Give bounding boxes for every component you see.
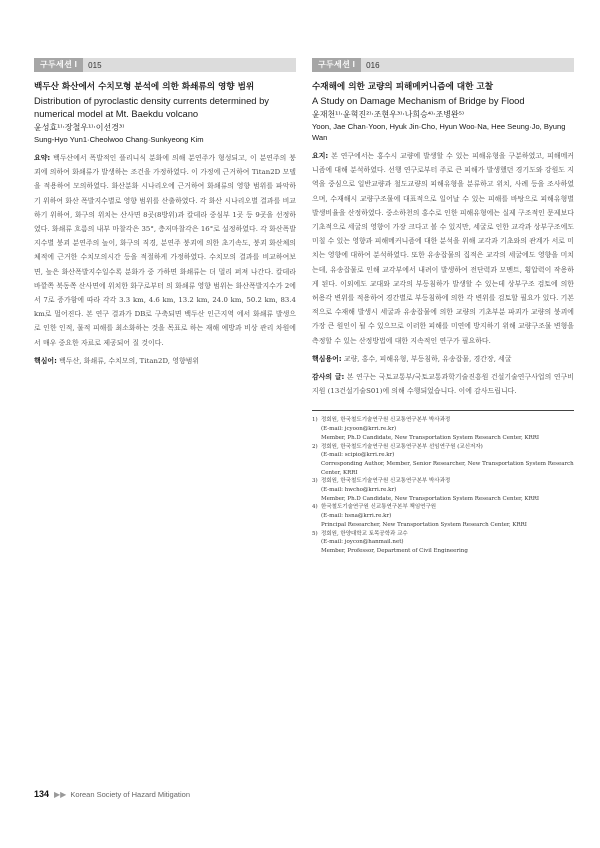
authors-english: Yoon, Jae Chan·Yoon, Hyuk Jin·Cho, Hyun Woo·Na, Hee Seung·Jo, Byung Wan bbox=[312, 122, 566, 142]
footnote-line: 정회원, 한국철도기술연구원 신교통연구본부 박사과정 bbox=[321, 417, 451, 424]
footnote-item bbox=[312, 477, 574, 503]
keywords-label: 핵심용어: bbox=[312, 354, 342, 363]
footnote-body bbox=[321, 477, 574, 503]
journal-name: Korean Society of Hazard Mitigation bbox=[70, 789, 190, 799]
paper-title-korean: 백두산 화산에서 수치모형 분석에 의한 화쇄류의 영향 범위 bbox=[34, 82, 255, 92]
footnote-number: 4) bbox=[312, 504, 318, 511]
abstract-label: 요약: bbox=[34, 154, 51, 162]
abstract-label: 요지: bbox=[312, 152, 329, 160]
abstract-text: 본 연구에서는 홍수시 교량에 발생할 수 있는 피해유형을 구분하였고, 피해메커니즘에 대해 분석하였다. 선행 연구로부터 주로 큰 피해가 발생했던 경기도와 강원도 지역을 중심으로 일반교량과 철도교량의 피해유형을 분류하고 위치, 사례 등을 조사하였으며, 수재해시 교량구조물에 대표적으로 일어날 수 있는 피해를 바탕으로 피해유형별 발생비율을 산정하였다. 중소하천의 홍수로 인한 피해유형에는 실제 구조적인 문제보다 기초적으로 세굴의 영향이 가장 크다고 볼 수 있지만, 세굴로 인한 교각과 상부구조에도 미칠 수 있는 영향과 피해메커니즘에 대한 분석을 위해 교각과 기초와의 관계가 서로 미치는 영향에 대하여 분석하였다. 또한 유송잡물의 집적은 교각의 세굴에도 영향을 미치는데, 유송잡물로 인해 교각부에서 내려이 발생하여 전단력과 모멘트, 횡압력이 작용하게 된다. 이외에도 교대와 교각의 부등침하가 발생할 수 있는데 상부구조 검토에 의한 허용각 변위를 적용하여 경간별로 부등침하에 의한 각 변위를 검토할 필요가 있다. 기본적으로 수재해 발생시 세굴과 유송잡물에 의한 교량의 기초부분 파괴가 교량의 붕괴에 가장 큰 원인이 될 수 있으므로 이러한 피해를 미연에 방지하기 위해 교량구조물 변형을 측정할 수 있는 산정방법에 대한 지속적인 연구가 필요하다. bbox=[312, 152, 574, 345]
keywords bbox=[312, 352, 574, 366]
keywords bbox=[34, 354, 296, 368]
footnote-line: (E-mail: joycon@hanmail.net) bbox=[321, 539, 404, 546]
footnote-item bbox=[312, 416, 574, 442]
footnote-line: 정회원, 한양대학교 토목공학과 교수 bbox=[321, 530, 408, 537]
footnote-line: (E-mail: scipio@krri.re.kr) bbox=[321, 452, 395, 459]
footnote-body bbox=[321, 503, 574, 529]
footnote-line: 한국철도기술연구원 신교통연구본부 책임연구원 bbox=[321, 504, 437, 511]
abstract bbox=[312, 149, 574, 348]
footnote-number: 1) bbox=[312, 417, 318, 424]
session-number: 015 bbox=[88, 60, 102, 70]
footnote-line: (E-mail: hsna@krri.re.kr) bbox=[321, 513, 392, 520]
page-number: 134 bbox=[34, 789, 50, 799]
footnote-line: Corresponding Author, Member, Senior Researcher, New Transportation System Research Center, KRRI bbox=[321, 460, 574, 476]
acknowledgement-label: 감사의 글: bbox=[312, 373, 345, 382]
right-column bbox=[312, 58, 574, 556]
session-tag: 구두세션 I bbox=[312, 58, 361, 72]
keywords-label: 핵심어: bbox=[34, 356, 57, 365]
footnote-body bbox=[321, 443, 574, 478]
session-header bbox=[312, 58, 574, 72]
footnote-line: (E-mail: hwcho@krri.re.kr) bbox=[321, 487, 397, 494]
session-tag: 구두세션 I bbox=[34, 58, 83, 72]
footnote-line: Member, Ph.D Candidate, New Transportation System Research Center, KRRI bbox=[321, 434, 540, 441]
page-footer bbox=[34, 789, 190, 799]
abstract bbox=[34, 151, 296, 350]
footnote-body bbox=[321, 530, 574, 556]
footnote-line: Member, Professor, Department of Civil Engineering bbox=[321, 548, 468, 554]
footnote-item bbox=[312, 530, 574, 556]
keywords-text: 백두산, 화쇄류, 수치모의, Titan2D, 영향범위 bbox=[56, 356, 200, 365]
authors-korean: 윤성효¹⁾·장철우¹⁾·이선경³⁾ bbox=[34, 123, 125, 132]
footnote-item bbox=[312, 503, 574, 529]
authors-korean: 윤재천¹⁾·윤혁진²⁾·조현우³⁾·나희승⁴⁾·조병완⁵⁾ bbox=[312, 110, 464, 119]
footnote-number: 2) bbox=[312, 443, 318, 450]
left-column bbox=[34, 58, 296, 368]
acknowledgement-text: 본 연구는 국토교통부/국토교통과학기술진흥원 건설기술연구사업의 연구비지원 (13건설기술S01)에 의해 수행되었습니다. 이에 감사드립니다. bbox=[312, 373, 574, 396]
session-number: 016 bbox=[366, 60, 380, 70]
footnote-item bbox=[312, 443, 574, 478]
keywords-text: 교량, 홍수, 피해유형, 부등침하, 유송잡물, 경간장, 세굴 bbox=[341, 354, 512, 363]
footnote-line: 정회원, 한국철도기술연구원 신교통연구본부 선임연구원 (교신저자) bbox=[321, 443, 483, 450]
footnote-line: Member, Ph.D Candidate, New Transportation System Research Center, KRRI bbox=[321, 495, 540, 502]
footnotes bbox=[312, 410, 574, 555]
paper-title-korean: 수재해에 의한 교량의 피해메커니즘에 대한 고찰 bbox=[312, 82, 493, 92]
double-arrow-icon: ▶▶ bbox=[54, 789, 67, 799]
footnote-line: Principal Researcher, New Transportation System Research Center, KRRI bbox=[321, 521, 527, 528]
authors-english: Sung-Hyo Yun1·Cheolwoo Chang·Sunkyeong Kim bbox=[34, 135, 204, 144]
footnote-line: (E-mail: jcyoon@krri.re.kr) bbox=[321, 426, 397, 433]
footnote-number: 5) bbox=[312, 530, 318, 537]
footnote-number: 3) bbox=[312, 478, 318, 485]
footnote-line: 정회원, 한국철도기술연구원 신교통연구본부 박사과정 bbox=[321, 478, 451, 485]
footnote-body bbox=[321, 416, 574, 442]
paper-title-english: A Study on Damage Mechanism of Bridge by Flood bbox=[312, 95, 525, 106]
session-header bbox=[34, 58, 296, 72]
paper-title-english: Distribution of pyroclastic density currents determined by numerical model at Mt. Baekdu volcano bbox=[34, 95, 269, 119]
abstract-text: 백두산에서 폭발적인 플리니식 분화에 의해 분연주가 형성되고, 이 분연주의 붕괴에 의하여 화쇄류가 발생하는 조건을 가정하였다. 이 가정에 근거하여 Titan2D 모델을 적용하여 모의하였다. 화산분화 시나리오에 근거하여 화쇄류의 영향 범위를 파악하기 위하여 화산 폭발지수별로 영향 범위를 산출하였다. 각 화산 시나리오별 결과를 비교하기 위하여, 화구의 위치는 산사면 8곳(8방위)과 칼데라 중심부 1곳 등 9곳을 선정하였다. 화쇄류 흐름의 내부 마찰각은 35°, 층저마찰각은 16°로 설정하였다. 각 화산폭발지수별 붕괴 분연주의 높이, 화구의 직경, 분연주 붕괴에 의한 초기속도, 붕괴 화산체의 체적에 근거한 수치모의시간 등을 적절하게 가정하였다. 수치모의 결과를 비교하여보면, 높은 화산폭발지수일수록 분화가 중 가하면 화쇄류는 더 멀리 퍼져 나간다. 칼데라 바깥쪽 북동쪽 산사면에 위치한 화구로부터 의 화쇄류 영향 범위는 화산폭발지수가 2에서 7로 증가함에 따라 각각 3.3 km, 4.6 km, 13.2 km, 24.0 km, 50.2 km, 83.4 km로 멀어진다. 본 연구 결과가 DB로 구축되면 백두산 인근지역 에서 화쇄류 발생으로 인한 인적, 물적 피해를 최소화하는 것을 목표로 하는 재해 예방과 비상 관리 차원에서 매우 중요한 자료로 제공되어 질 것이다. bbox=[34, 154, 296, 347]
acknowledgement bbox=[312, 370, 574, 398]
